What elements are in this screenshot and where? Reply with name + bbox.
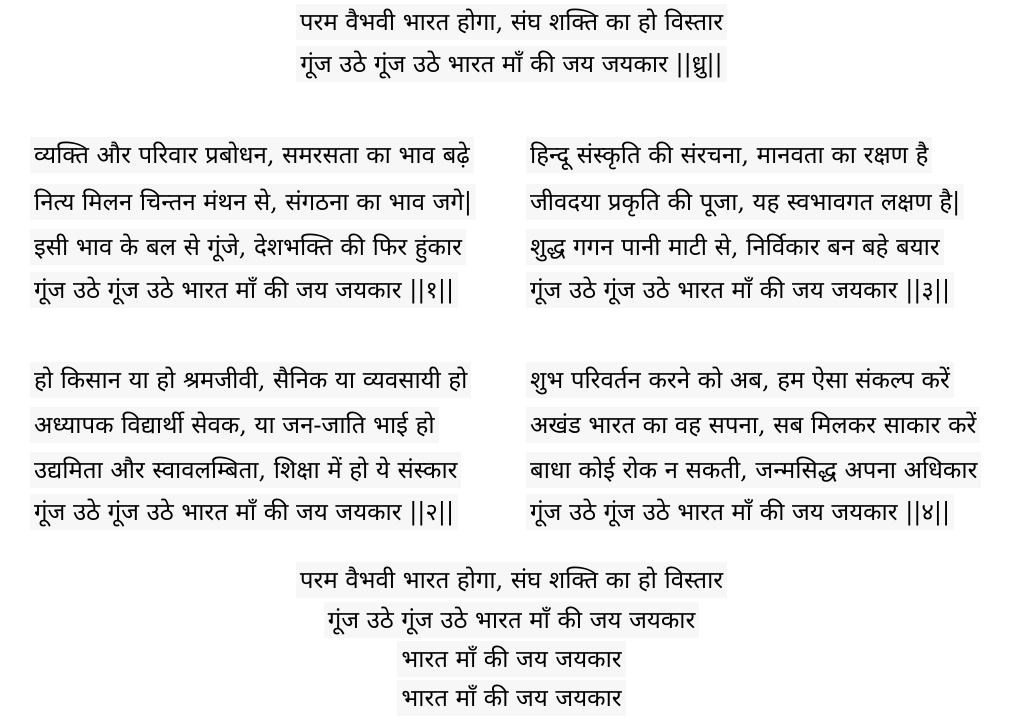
stanza-1-line-3: इसी भाव के बल से गूंजे, देशभक्ति की फिर हुंकार <box>30 229 466 265</box>
stanza-2-line-2: अध्यापक विद्यार्थी सेवक, या जन-जाति भाई हो <box>30 407 439 443</box>
refrain-bottom-line-1: परम वैभवी भारत होगा, संघ शक्ति का हो विस्तार <box>296 562 727 598</box>
refrain-bottom-line-4: भारत माँ की जय जयकार <box>397 680 625 716</box>
refrain-top-line-2: गूंज उठे गूंज उठे भारत माँ की जय जयकार ||ध्रु|| <box>296 46 726 82</box>
refrain-bottom-line-3: भारत माँ की जय जयकार <box>397 641 625 677</box>
refrain-top-line-1: परम वैभवी भारत होगा, संघ शक्ति का हो विस्तार <box>296 4 727 40</box>
stanza-3-line-1: हिन्दू संस्कृति की संरचना, मानवता का रक्षण है <box>526 137 932 173</box>
stanza-3-line-3: शुद्ध गगन पानी माटी से, निर्विकार बन बहे बयार <box>526 229 944 265</box>
stanza-4-line-2: अखंड भारत का वह सपना, सब मिलकर साकार करें <box>526 407 980 443</box>
stanza-1-line-4: गूंज उठे गूंज उठे भारत माँ की जय जयकार ||१|| <box>30 272 458 308</box>
stanza-4-line-4: गूंज उठे गूंज उठे भारत माँ की जय जयकार ||४|| <box>526 494 954 530</box>
stanza-3-line-2: जीवदया प्रकृति की पूजा, यह स्वभावगत लक्षण है| <box>526 184 964 220</box>
stanza-2-line-1: हो किसान या हो श्रमजीवी, सैनिक या व्यवसायी हो <box>30 362 471 398</box>
refrain-bottom-line-2: गूंज उठे गूंज उठे भारत माँ की जय जयकार <box>324 602 700 638</box>
stanza-1-line-2: नित्य मिलन चिन्तन मंथन से, संगठना का भाव जगे| <box>30 184 476 220</box>
stanza-2-line-3: उद्यमिता और स्वावलम्बिता, शिक्षा में हो ये संस्कार <box>30 452 461 488</box>
stanza-4-line-1: शुभ परिवर्तन करने को अब, हम ऐसा संकल्प करें <box>526 362 954 398</box>
stanza-2-line-4: गूंज उठे गूंज उठे भारत माँ की जय जयकार ||२|| <box>30 494 458 530</box>
stanza-4-line-3: बाधा कोई रोक न सकती, जन्मसिद्ध अपना अधिकार <box>526 452 981 488</box>
stanza-1-line-1: व्यक्ति और परिवार प्रबोधन, समरसता का भाव बढ़े <box>30 137 474 173</box>
stanza-3-line-4: गूंज उठे गूंज उठे भारत माँ की जय जयकार ||३|| <box>526 272 954 308</box>
